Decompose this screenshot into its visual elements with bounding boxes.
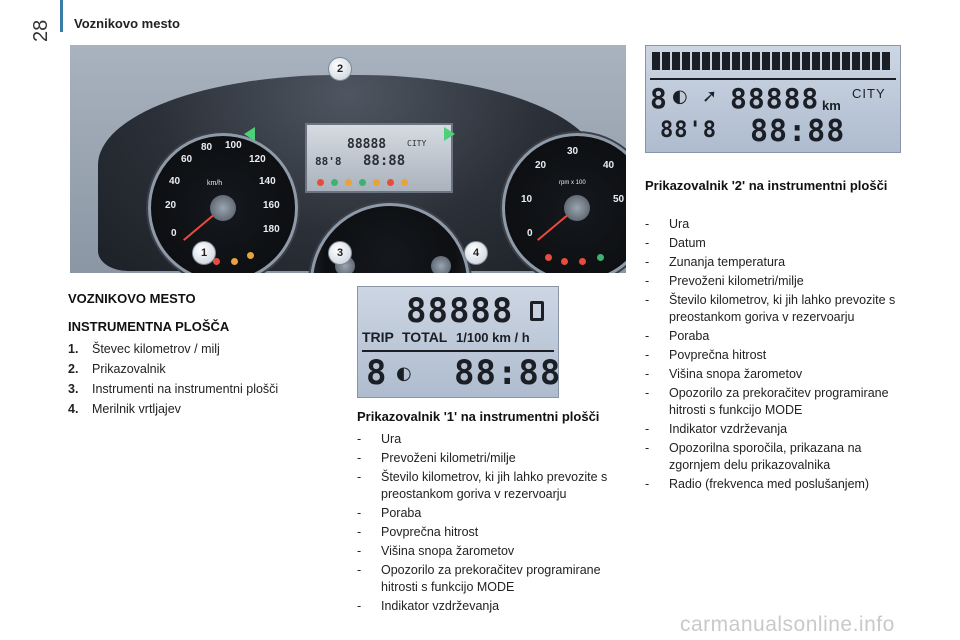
display1-trip-label: TRIP bbox=[362, 329, 394, 345]
fuel-pump-icon bbox=[530, 301, 544, 321]
warning-lamp-icon bbox=[401, 179, 408, 186]
speedo-tick: 60 bbox=[181, 154, 193, 165]
display1-left-digit: 8 bbox=[366, 353, 388, 393]
warning-lamp-icon bbox=[345, 179, 352, 186]
tacho-tick: 20 bbox=[535, 160, 547, 171]
tacho-unit: rpm x 100 bbox=[559, 180, 586, 186]
warning-lamp-icon bbox=[231, 258, 238, 265]
warning-lamp-icon bbox=[597, 254, 604, 261]
warning-lamp-icon bbox=[317, 179, 324, 186]
callout-4: 4 bbox=[464, 241, 488, 265]
tacho-tick: 40 bbox=[603, 160, 615, 171]
list-item: - Opozorilna sporočila, prikazana na zgornjem delu prikazovalnika bbox=[645, 441, 862, 472]
wrench-icon: ➚ bbox=[702, 86, 718, 107]
speedo-tick: 80 bbox=[201, 142, 213, 153]
dashboard-display bbox=[305, 123, 453, 193]
display1-top-digits: 88888 bbox=[406, 291, 514, 331]
left-turn-indicator-icon bbox=[244, 127, 255, 141]
list-item: - Datum bbox=[645, 236, 706, 250]
warning-lamp-icon bbox=[373, 179, 380, 186]
display2-km-digits: 88888 bbox=[730, 82, 820, 115]
display1-feature-list bbox=[357, 431, 629, 617]
list-item: - Povprečna hitrost bbox=[645, 348, 767, 362]
display-2-illustration bbox=[645, 45, 901, 153]
list-item: - Število kilometrov, ki jih lahko prevozite s preostankom goriva v rezervoarju bbox=[357, 470, 608, 501]
list-item: - Zunanja temperatura bbox=[645, 255, 786, 269]
warning-lamp-icon bbox=[579, 258, 586, 265]
display1-total-label: TOTAL bbox=[402, 329, 448, 345]
tacho-tick: 30 bbox=[567, 146, 579, 157]
lcd-city: CITY bbox=[407, 139, 427, 148]
display1-heading: Prikazovalnik '1' na instrumentni plošči bbox=[357, 409, 600, 424]
list-item: - Radio (frekvenca med poslušanjem) bbox=[645, 477, 870, 491]
lcd-clock: 88:88 bbox=[363, 153, 406, 169]
page-number: 28 bbox=[30, 19, 52, 42]
warning-lamp-icon bbox=[387, 179, 394, 186]
display2-feature-list bbox=[645, 216, 915, 495]
display2-clock: 88:88 bbox=[750, 114, 846, 149]
headlamp-icon: ◐ bbox=[396, 363, 412, 384]
warning-lamp-icon bbox=[247, 252, 254, 259]
list-item: - Prevoženi kilometri/milje bbox=[357, 451, 516, 465]
callout-3: 3 bbox=[328, 241, 352, 265]
warning-lamp-icon bbox=[545, 254, 552, 261]
temp-hub bbox=[431, 256, 451, 273]
list-item: 3. Instrumenti na instrumentni plošči bbox=[68, 382, 279, 396]
list-item: - Indikator vzdrževanja bbox=[357, 599, 500, 613]
list-item: - Opozorilo za prekoračitev programirane hitrosti s funkcijo MODE bbox=[357, 563, 601, 594]
list-item: - Višina snopa žarometov bbox=[357, 544, 515, 558]
list-item: 1. Števec kilometrov / milj bbox=[68, 342, 220, 356]
warning-lamp-icon bbox=[561, 258, 568, 265]
tacho-tick: 10 bbox=[521, 194, 533, 205]
section-subtitle: INSTRUMENTNA PLOŠČA bbox=[68, 319, 230, 334]
list-item: 2. Prikazovalnik bbox=[68, 362, 166, 376]
display2-message-row bbox=[652, 52, 890, 70]
header-rule bbox=[60, 0, 63, 32]
speedo-tick: 160 bbox=[263, 200, 280, 211]
speedo-tick: 140 bbox=[259, 176, 276, 187]
list-item: - Ura bbox=[645, 217, 690, 231]
speedo-hub bbox=[210, 195, 236, 221]
lcd-left-digits: 88'8 bbox=[315, 155, 342, 168]
list-item: - Število kilometrov, ki jih lahko prevozite s preostankom goriva v rezervoarju bbox=[645, 293, 896, 324]
display2-divider bbox=[650, 78, 896, 80]
warning-lamp-icon bbox=[359, 179, 366, 186]
display1-unit-label: 1/100 km / h bbox=[456, 330, 530, 345]
display1-divider bbox=[362, 350, 554, 352]
list-item: - Prevoženi kilometri/milje bbox=[645, 274, 804, 288]
tacho-tick: 50 bbox=[613, 194, 625, 205]
list-item: - Ura bbox=[357, 432, 402, 446]
watermark: carmanualsonline.info bbox=[680, 613, 895, 636]
tachometer-gauge bbox=[502, 133, 626, 273]
tacho-tick: 0 bbox=[527, 228, 533, 239]
list-item: - Povprečna hitrost bbox=[357, 525, 479, 539]
speedo-tick: 40 bbox=[169, 176, 181, 187]
display2-temp: 88'8 bbox=[660, 118, 717, 143]
right-turn-indicator-icon bbox=[444, 127, 455, 141]
speedo-tick: 20 bbox=[165, 200, 177, 211]
display2-city: CITY bbox=[852, 86, 886, 101]
list-item: 4. Merilnik vrtljajev bbox=[68, 402, 181, 416]
speedo-tick: 100 bbox=[225, 140, 242, 151]
header-title: Voznikovo mesto bbox=[74, 16, 180, 31]
component-list bbox=[68, 342, 278, 422]
speedo-tick: 120 bbox=[249, 154, 266, 165]
headlamp-icon: ◐ bbox=[672, 86, 688, 107]
speedometer-gauge bbox=[148, 133, 298, 273]
display-1-illustration bbox=[357, 286, 562, 398]
callout-1: 1 bbox=[192, 241, 216, 265]
speedo-unit: km/h bbox=[207, 180, 223, 187]
dashboard-illustration bbox=[70, 45, 626, 273]
display2-heading: Prikazovalnik '2' na instrumentni plošči bbox=[645, 178, 888, 193]
display2-km-unit: km bbox=[822, 98, 841, 113]
display2-left-digit: 8 bbox=[650, 82, 668, 115]
callout-2: 2 bbox=[328, 57, 352, 81]
dashboard-binnacle bbox=[98, 75, 625, 271]
list-item: - Indikator vzdrževanja bbox=[645, 422, 788, 436]
speedo-tick: 0 bbox=[171, 228, 177, 239]
list-item: - Poraba bbox=[645, 329, 710, 343]
tacho-hub bbox=[564, 195, 590, 221]
lcd-top-digits: 88888 bbox=[347, 137, 387, 152]
display1-clock: 88:88 bbox=[454, 353, 562, 393]
list-item: - Višina snopa žarometov bbox=[645, 367, 803, 381]
section-title: VOZNIKOVO MESTO bbox=[68, 291, 196, 306]
list-item: - Poraba bbox=[357, 506, 422, 520]
list-item: - Opozorilo za prekoračitev programirane hitrosti s funkcijo MODE bbox=[645, 386, 889, 417]
warning-lamp-icon bbox=[331, 179, 338, 186]
speedo-tick: 180 bbox=[263, 224, 280, 235]
